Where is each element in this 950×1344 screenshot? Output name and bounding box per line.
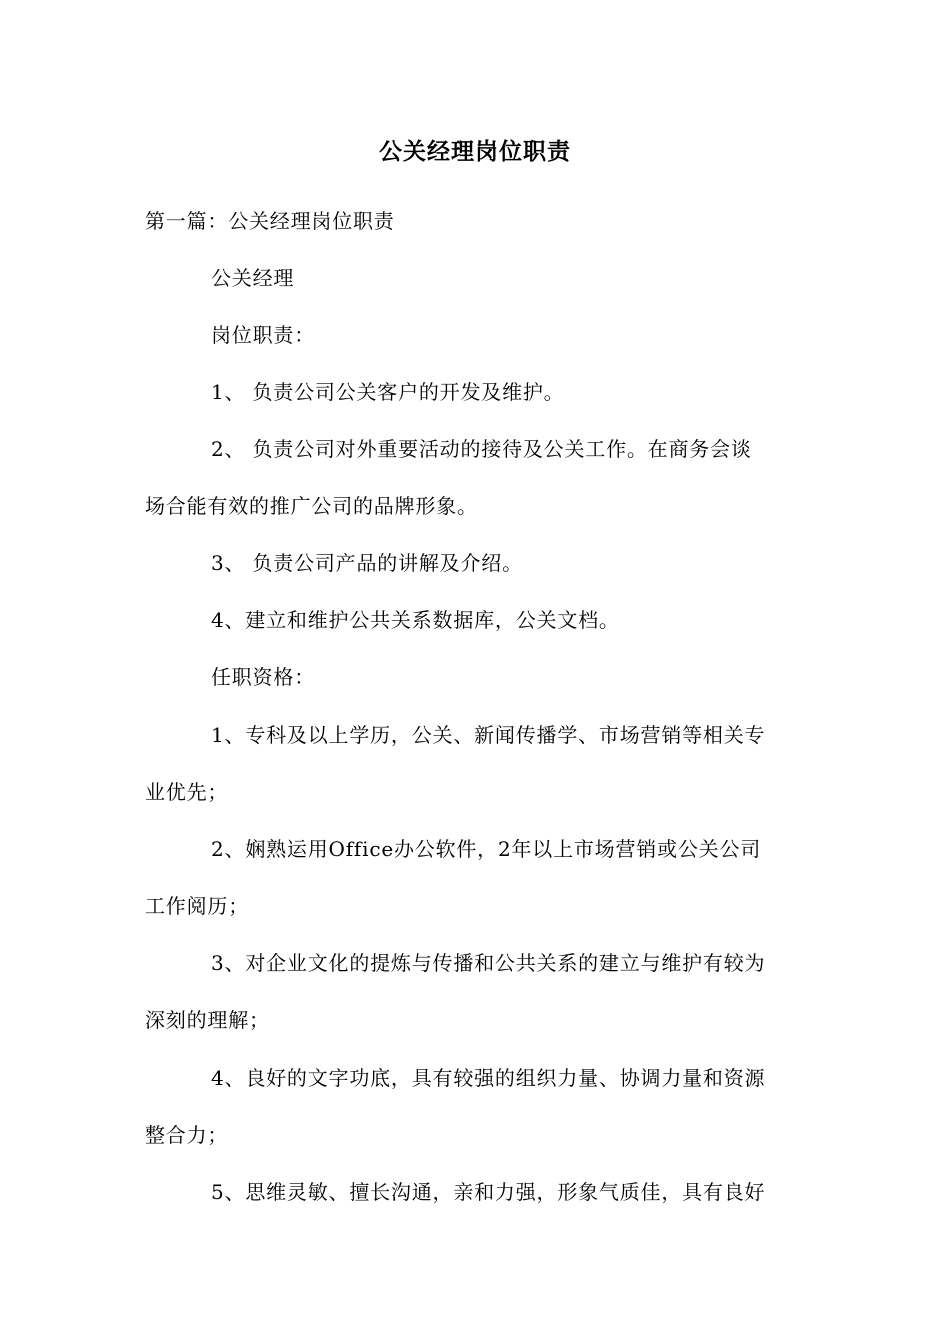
qualification-item: 5、思维灵敏、擅长沟通，亲和力强，形象气质佳，具有良好	[211, 1180, 766, 1204]
duties-heading: 岗位职责：	[211, 323, 315, 347]
qualification-item-cont: 工作阅历；	[145, 894, 249, 918]
qualification-item-cont: 整合力；	[145, 1123, 229, 1147]
duty-item-cont: 场合能有效的推广公司的品牌形象。	[145, 494, 478, 518]
job-title: 公关经理	[211, 266, 295, 290]
qualification-item: 1、专科及以上学历，公关、新闻传播学、市场营销等相关专	[211, 723, 766, 747]
document-title: 公关经理岗位职责	[379, 138, 571, 165]
duty-item: 2、 负责公司对外重要活动的接待及公关工作。在商务会谈	[211, 437, 752, 461]
duty-item: 1、 负责公司公关客户的开发及维护。	[211, 380, 565, 404]
qualification-item-cont: 深刻的理解；	[145, 1008, 270, 1032]
duty-item: 4、建立和维护公共关系数据库，公关文档。	[211, 608, 620, 632]
qualification-item: 3、对企业文化的提炼与传播和公共关系的建立与维护有较为	[211, 951, 766, 975]
qualification-item-cont: 业优先；	[145, 780, 229, 804]
qualification-item: 4、良好的文字功底，具有较强的组织力量、协调力量和资源	[211, 1066, 766, 1090]
qualification-item: 2、娴熟运用Office办公软件，2年以上市场营销或公关公司	[211, 837, 762, 861]
duty-item: 3、 负责公司产品的讲解及介绍。	[211, 551, 523, 575]
qualifications-heading: 任职资格：	[211, 665, 315, 689]
section-heading: 第一篇：公关经理岗位职责	[145, 209, 395, 233]
